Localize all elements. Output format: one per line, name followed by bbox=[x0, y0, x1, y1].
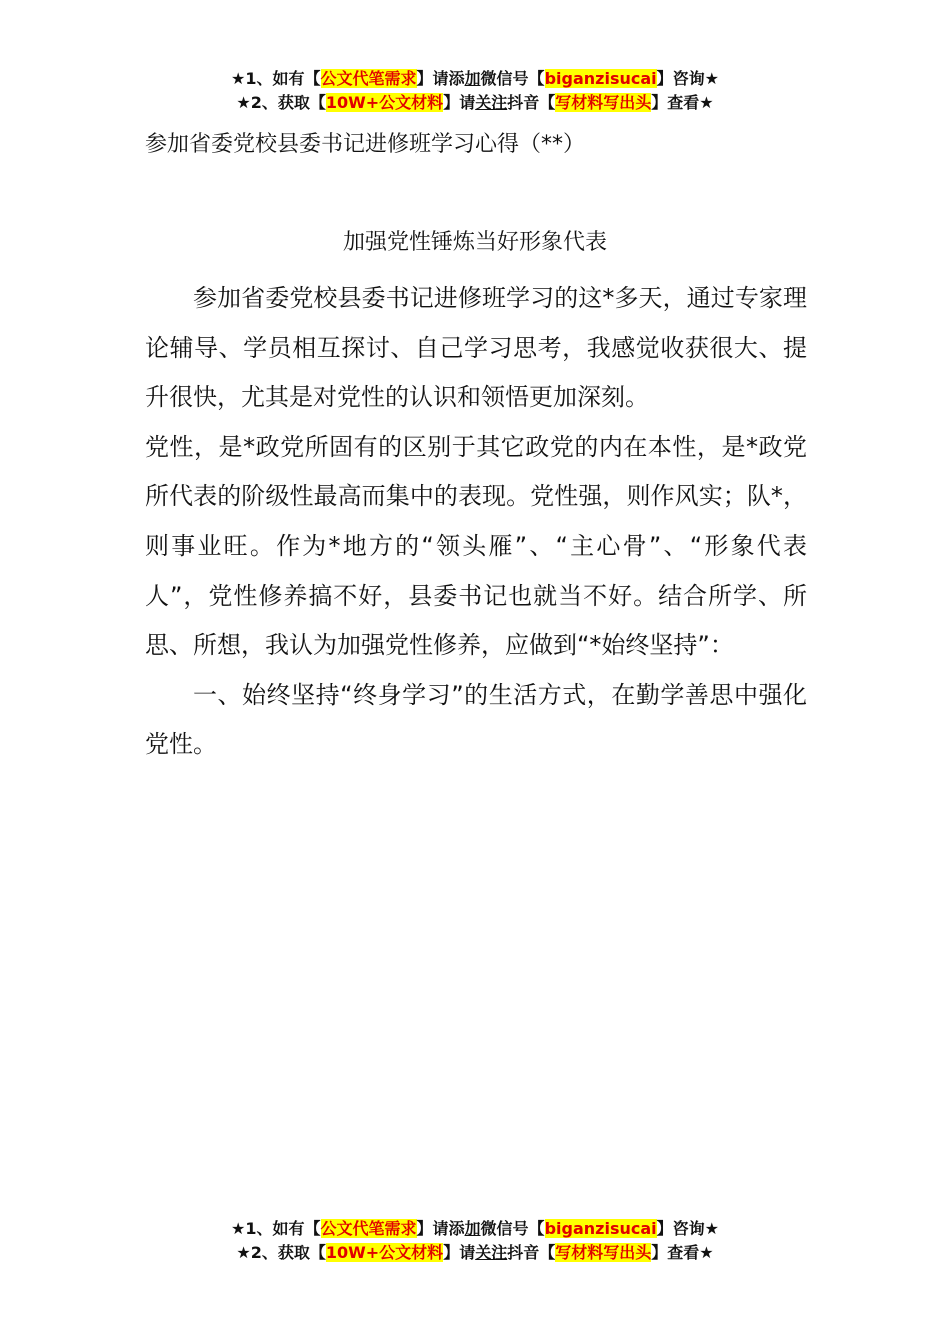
promo-text: ★2、获取【 bbox=[236, 1243, 326, 1262]
promo-text: 】咨询★ bbox=[656, 1219, 719, 1238]
paragraph: 党性，是*政党所固有的区别于其它政党的内在本性，是*政党所代表的阶级性最高而集中的表现。党性强，则作风实；队*，则事业旺。作为*地方的“领头雁”、“主心骨”、“形象代表人”，党性修养搞不好，县委书记也就当不好。结合所学、所思、所想，我认为加强党性修养，应做到“*始终坚持”： bbox=[145, 432, 807, 660]
section-heading: 一、始终坚持“终身学习”的生活方式，在勤学善思中强化党性。 bbox=[145, 680, 807, 759]
promo-underlined: 加 bbox=[464, 69, 481, 88]
promo-text: 抖音【 bbox=[507, 93, 556, 112]
promo-text: ★1、如有【 bbox=[231, 1219, 321, 1238]
promo-text: 微信号【 bbox=[480, 1219, 545, 1238]
promo-highlight: 写材料写出头 bbox=[555, 1243, 652, 1262]
promo-banner-bottom bbox=[0, 1217, 950, 1265]
promo-highlight: 写材料写出头 bbox=[555, 93, 652, 112]
promo-line-2 bbox=[0, 1241, 950, 1265]
promo-text: 微信号【 bbox=[480, 69, 545, 88]
promo-text: 】请 bbox=[443, 93, 476, 112]
document-subtitle: 加强党性锤炼当好形象代表 bbox=[342, 230, 607, 255]
promo-underlined: 关注 bbox=[475, 93, 508, 112]
promo-highlight: 公文代笔需求 bbox=[320, 69, 417, 88]
promo-text: 】请添 bbox=[416, 69, 465, 88]
promo-text: ★2、获取【 bbox=[236, 93, 326, 112]
promo-highlight: 10W+公文材料 bbox=[325, 1243, 444, 1262]
promo-text: 抖音【 bbox=[507, 1243, 556, 1262]
promo-text: 】查看★ bbox=[651, 93, 714, 112]
promo-text: 】请添 bbox=[416, 1219, 465, 1238]
promo-line-1 bbox=[0, 1217, 950, 1241]
promo-highlight: 公文代笔需求 bbox=[320, 1219, 417, 1238]
promo-line-1 bbox=[0, 67, 950, 91]
promo-highlight: 10W+公文材料 bbox=[325, 93, 444, 112]
document-body bbox=[145, 274, 807, 770]
promo-underlined: 加 bbox=[464, 1219, 481, 1238]
promo-underlined: 关注 bbox=[475, 1243, 508, 1262]
paragraph: 参加省委党校县委书记进修班学习的这*多天，通过专家理论辅导、学员相互探讨、自己学习思考，我感觉收获很大、提升很快，尤其是对党性的认识和领悟更加深刻。 bbox=[145, 284, 807, 412]
promo-highlight: biganzisucai bbox=[544, 69, 657, 88]
promo-text: 】咨询★ bbox=[656, 69, 719, 88]
promo-text: ★1、如有【 bbox=[231, 69, 321, 88]
promo-text: 】请 bbox=[443, 1243, 476, 1262]
promo-line-2 bbox=[0, 91, 950, 115]
promo-highlight: biganzisucai bbox=[544, 1219, 657, 1238]
promo-banner-top bbox=[0, 67, 950, 115]
document-title: 参加省委党校县委书记进修班学习心得（**） bbox=[145, 132, 586, 157]
promo-text: 】查看★ bbox=[651, 1243, 714, 1262]
